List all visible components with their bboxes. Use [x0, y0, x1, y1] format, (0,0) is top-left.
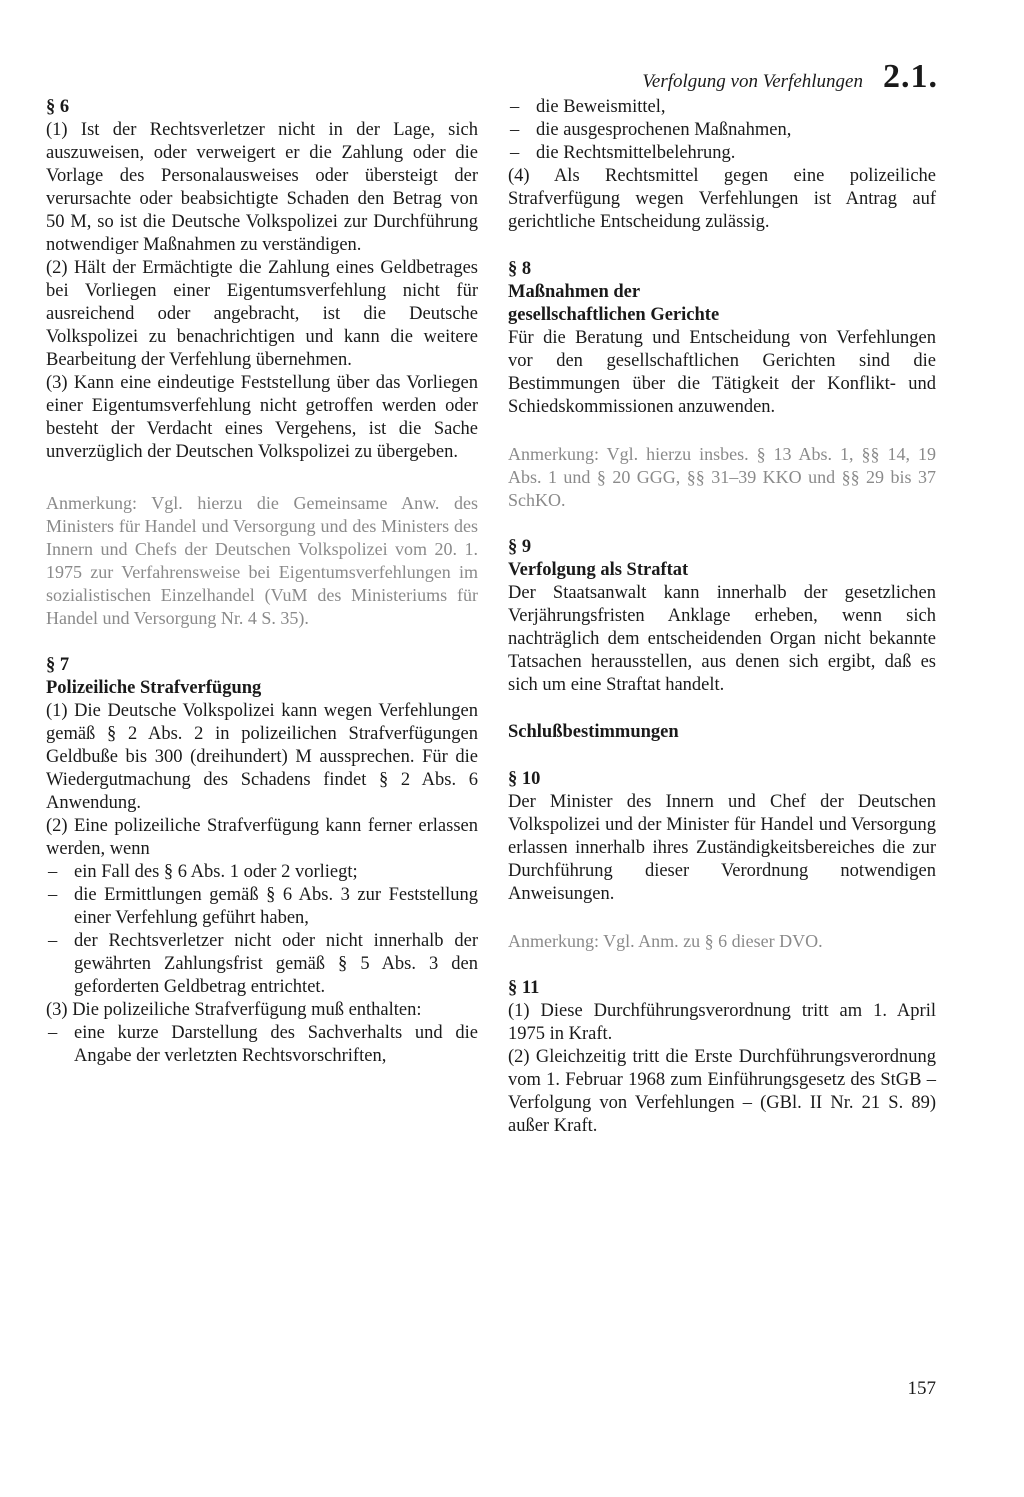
section-8-heading: § 8 [508, 259, 532, 279]
section-6-paragraph-1: (1) Ist der Rechtsverletzer nicht in der Lage, sich auszuweisen, oder verweigert er die Zahlung oder die Vorlage des Personalausweises oder übersteigt der verursachte oder beabsichtigte Schaden den Betrag von 50 M, so ist die Deutsche Volkspolizei zur Durchführung notwendiger Maßnahmen zu verständigen. [46, 120, 478, 255]
section-11-paragraph-1: (1) Diese Durchführungsverordnung tritt am 1. April 1975 in Kraft. [508, 1001, 936, 1044]
section-10-note: Anmerkung: Vgl. Anm. zu § 6 dieser DVO. [508, 931, 823, 951]
list-item: – die Beweismittel, [508, 96, 936, 119]
section-8-title-line-1: Maßnahmen der [508, 282, 641, 302]
section-7-title: Polizeiliche Strafverfügung [46, 678, 262, 698]
list-item: – der Rechtsverletzer nicht oder nicht innerhalb der gewährten Zahlungsfrist gemäß § 5 Abs. 3 den geforderten Geldbetrag entrichtet. [46, 930, 478, 999]
section-10-paragraph-1: Der Minister des Innern und Chef der Deutschen Volkspolizei und der Minister für Handel und Versorgung erlassen innerhalb ihres Zuständigkeitsbereiches die zur Durchführung dieser Verordnung notwendigen Anweisungen. [508, 792, 936, 904]
section-6-note: Anmerkung: Vgl. hierzu die Gemeinsame Anw. des Ministers für Handel und Versorgung und des Ministers des Innern und Chefs der Deutschen Volkspolizei vom 20. 1. 1975 zur Verfahrensweise bei Eigentumsverfehlungen im sozialistischen Einzelhandel (VuM des Ministeriums für Handel und Versorgung Nr. 4 S. 35). [46, 493, 478, 628]
list-item: – die Ermittlungen gemäß § 6 Abs. 3 zur Feststellung einer Verfehlung geführt haben, [46, 884, 478, 930]
section-7-paragraph-3: (3) Die polizeiliche Strafverfügung muß enthalten: [46, 1000, 422, 1020]
list-item: – ein Fall des § 6 Abs. 1 oder 2 vorliegt; [46, 861, 478, 884]
section-8-paragraph-1: Für die Beratung und Entscheidung von Verfehlungen vor den gesellschaftlichen Gerichten sind die Bestimmungen über die Tätigkeit der Konflikt- und Schiedskommissionen anzuwenden. [508, 328, 936, 417]
section-7-paragraph-4: (4) Als Rechtsmittel gegen eine polizeiliche Strafverfügung wegen Verfehlungen ist Antrag auf gerichtliche Entscheidung zulässig. [508, 166, 936, 232]
section-7-paragraph-2-list [46, 861, 478, 999]
section-7-paragraph-1: (1) Die Deutsche Volkspolizei kann wegen Verfehlungen gemäß § 2 Abs. 2 in polizeilichen Strafverfügungen Geldbuße bis 300 (dreihundert) M aussprechen. Für die Wiedergutmachung des Schadens findet § 2 Abs. 6 Anwendung. [46, 701, 478, 813]
list-item: – eine kurze Darstellung des Sachverhalts und die Angabe der verletzten Rechtsvorschriften, [46, 1022, 478, 1068]
section-7-continued-list [508, 96, 936, 165]
section-7-heading: § 7 [46, 655, 70, 675]
section-11-heading: § 11 [508, 978, 540, 998]
list-item: – die ausgesprochenen Maßnahmen, [508, 119, 936, 142]
section-9-title: Verfolgung als Straftat [508, 560, 689, 580]
left-column [46, 96, 478, 1068]
section-8-title-line-2: gesellschaftlichen Gerichte [508, 305, 720, 325]
section-6-paragraph-2: (2) Hält der Ermächtigte die Zahlung eines Geldbetrages bei Vorliegen einer Eigentumsverfehlung nicht für ausreichend oder angebracht, ist die Deutsche Volkspolizei zu benachrichtigen und kann die weitere Bearbeitung der Verfehlung übernehmen. [46, 258, 478, 370]
header-title: Verfolgung von Verfehlungen [642, 71, 863, 92]
chapter-number: 2.1. [883, 58, 938, 95]
section-6-paragraph-3: (3) Kann eine eindeutige Feststellung über das Vorliegen einer Eigentumsverfehlung nicht getroffen werden oder besteht der Verdacht eines Vergehens, ist die Sache unverzüglich der Deutschen Volkspolizei zu übergeben. [46, 373, 478, 462]
section-11-paragraph-2: (2) Gleichzeitig tritt die Erste Durchführungsverordnung vom 1. Februar 1968 zum Einführungsgesetz des StGB – Verfolgung von Verfehlungen – (GBl. II Nr. 21 S. 89) außer Kraft. [508, 1047, 936, 1136]
section-7-paragraph-3-list [46, 1022, 478, 1068]
section-7-paragraph-2: (2) Eine polizeiliche Strafverfügung kann ferner erlassen werden, wenn [46, 816, 478, 859]
final-provisions-heading: Schlußbestimmungen [508, 722, 679, 742]
section-9-heading: § 9 [508, 537, 532, 557]
section-10-heading: § 10 [508, 769, 541, 789]
section-6-heading: § 6 [46, 97, 70, 117]
section-8-note: Anmerkung: Vgl. hierzu insbes. § 13 Abs. 1, §§ 14, 19 Abs. 1 und § 20 GGG, §§ 31–39 KKO und §§ 29 bis 37 SchKO. [508, 444, 936, 510]
page-number: 157 [907, 1378, 936, 1399]
right-column [508, 96, 936, 1138]
running-header [642, 58, 938, 96]
list-item: – die Rechtsmittelbelehrung. [508, 142, 936, 165]
section-9-paragraph-1: Der Staatsanwalt kann innerhalb der gesetzlichen Verjährungsfristen Anklage erheben, wenn sich nachträglich dem entscheidenden Organ nicht bekannte Tatsachen herausstellen, aus denen sich ergibt, daß es sich um eine Straftat handelt. [508, 583, 936, 695]
